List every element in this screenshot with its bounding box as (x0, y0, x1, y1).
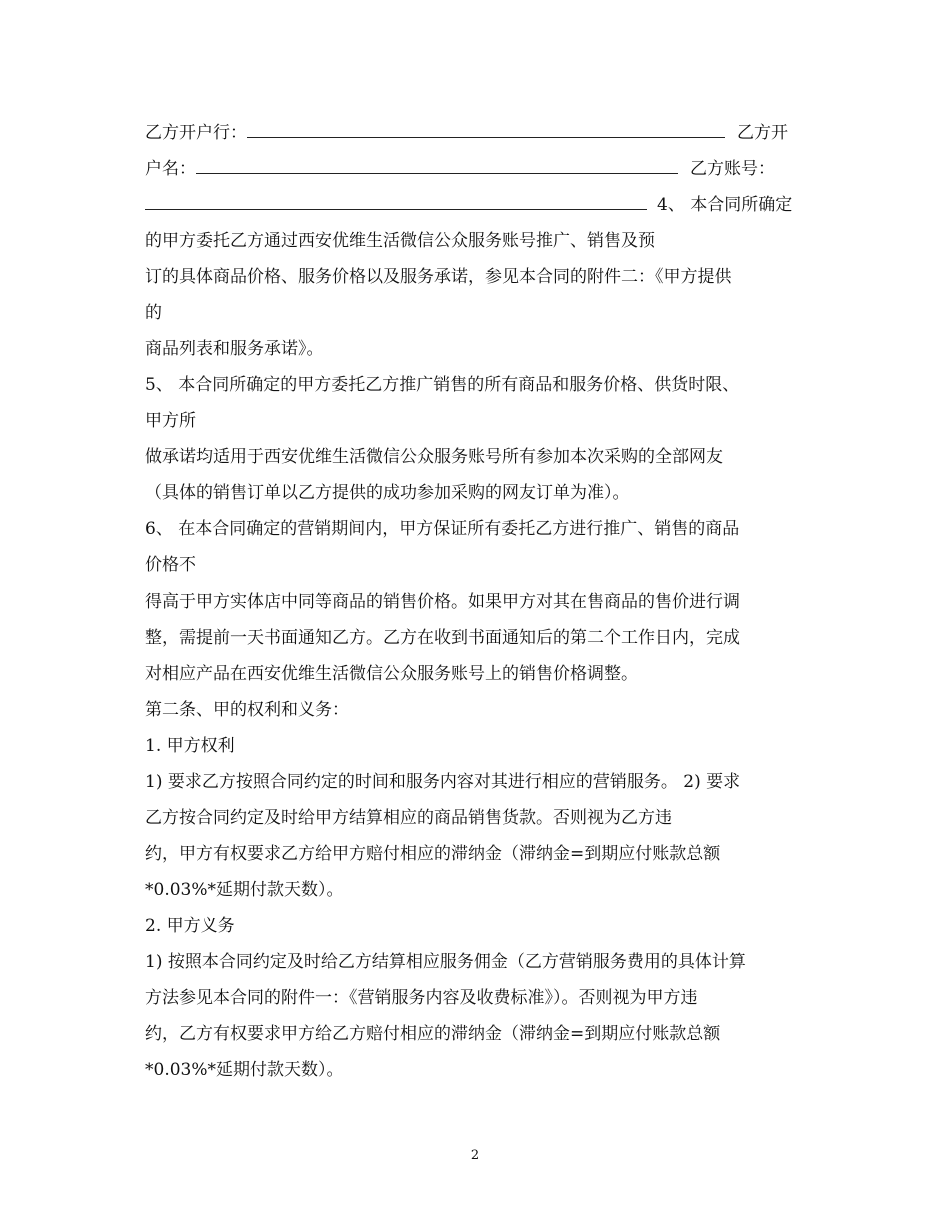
paragraph-line: 整，需提前一天书面通知乙方。乙方在收到书面通知后的第二个工作日内，完成 (145, 628, 740, 648)
paragraph-line: *0.03%*延期付款天数）。 (145, 880, 344, 900)
paragraph-line: 商品列表和服务承诺》。 (145, 339, 324, 359)
paragraph-line: 方法参见本合同的附件一：《营销服务内容及收费标准》）。否则视为甲方违 (145, 988, 698, 1008)
subsection-heading: 2. 甲方义务 (145, 916, 235, 936)
field-label-bank: 乙方开户行： (145, 123, 247, 143)
paragraph-line: 乙方按合同约定及时给甲方结算相应的商品销售货款。否则视为乙方违 (145, 808, 672, 828)
paragraph-line: 1) 按照本合同约定及时给乙方结算相应服务佣金（乙方营销服务费用的具体计算 (145, 952, 746, 972)
clause-5-line: 5、 本合同所确定的甲方委托乙方推广销售的所有商品和服务价格、供货时限、 (145, 375, 740, 395)
paragraph-line: 甲方所 (145, 411, 196, 431)
document-line-account-name (145, 157, 775, 181)
clause-6-line: 6、 在本合同确定的营销期间内，甲方保证所有委托乙方进行推广、销售的商品 (145, 519, 740, 539)
paragraph-line: 价格不 (145, 555, 196, 575)
clause-4-start: 4、 本合同所确定 (657, 195, 793, 215)
subsection-heading: 1. 甲方权利 (145, 736, 235, 756)
field-label-account-number: 乙方账号： (690, 159, 775, 179)
section-heading: 第二条、甲的权利和义务： (145, 700, 349, 720)
paragraph-line: 约，乙方有权要求甲方给乙方赔付相应的滞纳金（滞纳金=到期应付账款总额 (145, 1024, 721, 1044)
paragraph-line: 的甲方委托乙方通过西安优维生活微信公众服务账号推广、销售及预 (145, 231, 655, 251)
fill-in-blank[interactable] (247, 121, 725, 138)
paragraph-line: （具体的销售订单以乙方提供的成功参加采购的网友订单为准）。 (145, 483, 630, 503)
paragraph-line: *0.03%*延期付款天数）。 (145, 1060, 344, 1080)
paragraph-line: 做承诺均适用于西安优维生活微信公众服务账号所有参加本次采购的全部网友 (145, 447, 723, 467)
fill-in-blank[interactable] (145, 193, 647, 210)
fill-in-blank[interactable] (196, 157, 678, 174)
page-number: 2 (470, 1148, 480, 1163)
paragraph-line: 得高于甲方实体店中同等商品的销售价格。如果甲方对其在售商品的售价进行调 (145, 592, 740, 612)
document-line-bank (145, 121, 788, 145)
paragraph-line: 的 (145, 303, 162, 323)
paragraph-line: 对相应产品在西安优维生活微信公众服务账号上的销售价格调整。 (145, 664, 638, 684)
field-label-account-name: 户名： (145, 159, 196, 179)
document-line-account-number (145, 193, 792, 217)
paragraph-line: 1) 要求乙方按照合同约定的时间和服务内容对其进行相应的营销服务。 2) 要求 (145, 772, 741, 792)
field-label-account-name-start: 乙方开 (737, 123, 788, 143)
paragraph-line: 约，甲方有权要求乙方给甲方赔付相应的滞纳金（滞纳金=到期应付账款总额 (145, 844, 721, 864)
paragraph-line: 订的具体商品价格、服务价格以及服务承诺，参见本合同的附件二：《甲方提供 (145, 267, 732, 287)
